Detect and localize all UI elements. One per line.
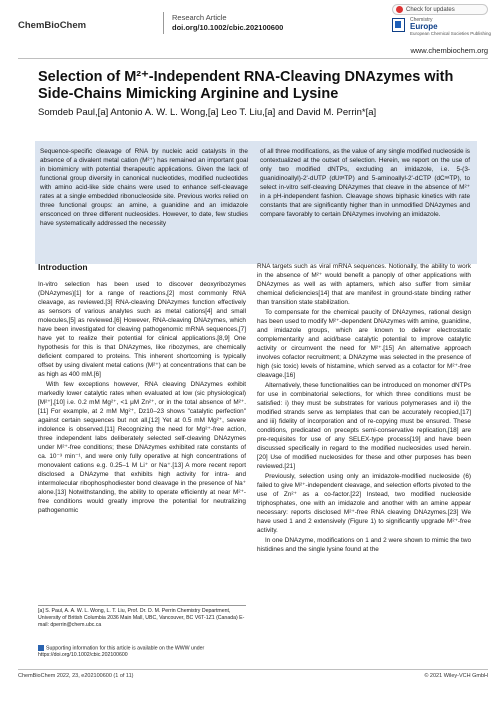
check-updates-label: Check for updates <box>406 6 455 13</box>
check-updates-button[interactable] <box>392 4 488 15</box>
paragraph: To compensate for the chemical paucity of DNAzymes, rational design has been used to modify M²⁺-dependent DNAzymes with amine, guanidine, and imidazole groups, which are known to deliver electrostatic complementarity and acid/base catalytic potential to improve catalytic activity or circumvent the need for M²⁺.[15] An alternative approach involves cofactor recruitment; a DNAzyme was selected in the presence of high (sic toxic) levels of histamine, which served as a cofactor for M²⁺-free cleavage.[16] <box>257 309 471 379</box>
abstract-left: Sequence-specific cleavage of RNA by nucleic acid catalysts in the absence of a divalent metal cation (M²⁺) has remained an important goal in biomimicry with potential therapeutic applications. Given the lack of functional group diversity in canonical nucleotides, modified nucleotides with amino acid-like side chains were used to enhance self-cleavage rates at a single embedded ribonucleoside site. Previous works relied on three functional groups: an amine, a guanidine and an imidazole ensconced on three different nucleosides. However, to date, few studies have systematically addressed the necessity <box>40 148 248 227</box>
abstract-box <box>35 141 477 264</box>
chemistry-europe-logo-icon <box>392 18 405 32</box>
footer-copyright: © 2021 Wiley-VCH GmbH <box>424 673 488 679</box>
author-list: Somdeb Paul,[a] Antonio A. W. L. Wong,[a] Leo T. Liu,[a] and David M. Perrin*[a] <box>38 107 377 118</box>
publisher-main: Europe <box>410 22 438 31</box>
paragraph: In-vitro selection has been used to discover deoxyribozymes (DNAzymes)[1] for a range of reactions,[2] most commonly RNA cleavage, as reviewed.[3] RNA-cleaving DNAzymes function effectively as sensors of various analytes such as metal cations[4] and small molecules,[5] as reviewed.[6] However, RNA-cleaving DNAzymes, which have been investigated for cleaving pathogenomic mRNA sequences,[7] have yet to realize their potential for clinical applications.[8,9] One hypothesis for this is that DNAzymes, like ribozymes, are chemically deficient compared to proteins. This inherent shortcoming is typically offset by using divalent metal cations (M²⁺) at concentrations that can be as high as 400 mM.[6] <box>38 281 246 378</box>
header-rule <box>18 58 488 59</box>
paragraph: Alternatively, these functionalities can be introduced on monomer dNTPs for use in combinatorial selections, for which three conditions must be satisfied: i) they must be substrates for various polymerases and ii) the modified strands serve as templates that can be accurately recopied,[17] and iii) fidelity of incorporation and of re-copying must be ensured. These conditions, predicated on precepts semi-conservative replication,[18] are pre-requisites for use of any SELEX-type process[19] and have been discussed specifically in regard to the modified nucleosides used herein.[20] Use of modified nucleosides for these and other purposes has been reviewed.[21] <box>257 382 471 470</box>
journal-name: ChemBioChem <box>18 20 87 31</box>
supporting-info-icon <box>38 645 44 651</box>
article-title: Selection of M²⁺-Independent RNA-Cleaving DNAzymes with Side-Chains Mimicking Arginine and Lysine <box>38 69 454 102</box>
footnote-rule <box>38 605 246 606</box>
affiliation-footnote: [a] S. Paul, A. A. W. L. Wong, L. T. Liu, Prof. Dr. D. M. Perrin Chemistry Department, University of British Columbia 2036 Main Mall, UBC, Vancouver, BC V6T-1Z1 (Canada) E-mail: dperrin@chem.ubc.ca <box>38 608 245 628</box>
body-column-right <box>257 262 471 555</box>
body-column-left <box>38 280 246 516</box>
paragraph: Previously, selection using only an imidazole-modified nucleoside (6) failed to give M²⁺-independent cleavage, and selection efforts pivoted to the use of Zn²⁺ as a co-factor.[22] Instead, two modified nucleoside triphosphates, one with an imidazole and another with an amine appear necessary: reports disclosed M²⁺-free RNA cleaving DNAzymes.[23] We have used 1 and 2 extensively (Figure 1) to significantly upgrade M²⁺-free activity. <box>257 473 471 534</box>
publisher-logo <box>392 17 492 37</box>
header-divider <box>163 12 164 34</box>
footer-citation: ChemBioChem 2022, 23, e202100600 (1 of 11) <box>18 673 134 679</box>
paragraph: In one DNAzyme, modifications on 1 and 2 were shown to mimic the two histidines and the single lysine found at the <box>257 537 471 553</box>
footer-rule <box>18 669 488 670</box>
supporting-info-text: Supporting information for this article is available on the WWW under https://doi.org/10.1002/cbic.202100600 <box>38 645 205 659</box>
paragraph: RNA targets such as viral mRNA sequences. Notionally, the ability to work in the absence of M²⁺ would benefit a panoply of other applications with DNAzymes as well as with aptamers, which also suffer from similar chemical deficiencies[14] that are manifest in ground-state binding rather than transition state stabilization. <box>257 263 471 306</box>
supporting-info-note <box>38 645 246 659</box>
section-heading-introduction: Introduction <box>38 262 88 272</box>
paragraph: With few exceptions however, RNA cleaving DNAzymes exhibit markedly lower catalytic rates when evaluated at low (sic physiological) [M²⁺],[10] i.e. 0.2 mM Mg²⁺, <1 μM Zn²⁺, or in the total absence of M²⁺.[11] For example, at 2 mM Mg²⁺, Dz10–23 shows "catalytic perfection" against certain sequences but not all,[12] Yet at 0.5 mM Mg²⁺, severe indolence is observed.[11] Recognizing the need for Mg²⁺-free action, three independent labs deliberately selected self-cleaving DNAzymes under M²⁺-free conditions; these DNAzymes exhibited rate constants of ca. 10⁻³ min⁻¹, and were only fully operative at high concentrations of monovalent cations e.g. 0.25–1 M Li⁺ or Na⁺.[13] A more recent report disclosed a DNAzyme that exhibits high activity for intra- and intermolecular ribophosphodiester bond cleavage in the presence of Na⁺ alone.[13] Notwithstanding, the ability to operate efficiently at near M²⁺-free conditions would greatly improve the potential for neutralizing pathogenomic <box>38 381 246 514</box>
publisher-sub: European Chemical Societies Publishing <box>410 31 492 36</box>
journal-website-link[interactable]: www.chembiochem.org <box>410 46 488 55</box>
publisher-top: Chemistry <box>410 17 433 23</box>
article-type: Research Article <box>172 13 227 22</box>
abstract-right: of all three modifications, as the value of any single modified nucleoside is contextualized at the outset of selection. Herein, we report on the use of only two modified dNTPs, excluding an imidazole, i.e. 5-(3-guanidinoallyl)-2'-dUTP (dUᵍᵃTP) and 5-aminoallyl-2'-dCTP (dCᵃᵃTP), to select in-vitro self-cleaving DNAzymes that cleave in the absence of M²⁺ in a pH-independent fashion. Cleavage shows biphasic kinetics with rate constants that are significantly higher than in unmodified DNAzymes and compare favorably to certain DNAzymes involving an imidazole. <box>260 148 470 218</box>
doi-link[interactable]: doi.org/10.1002/cbic.202100600 <box>172 23 284 32</box>
update-badge-icon <box>396 6 403 13</box>
